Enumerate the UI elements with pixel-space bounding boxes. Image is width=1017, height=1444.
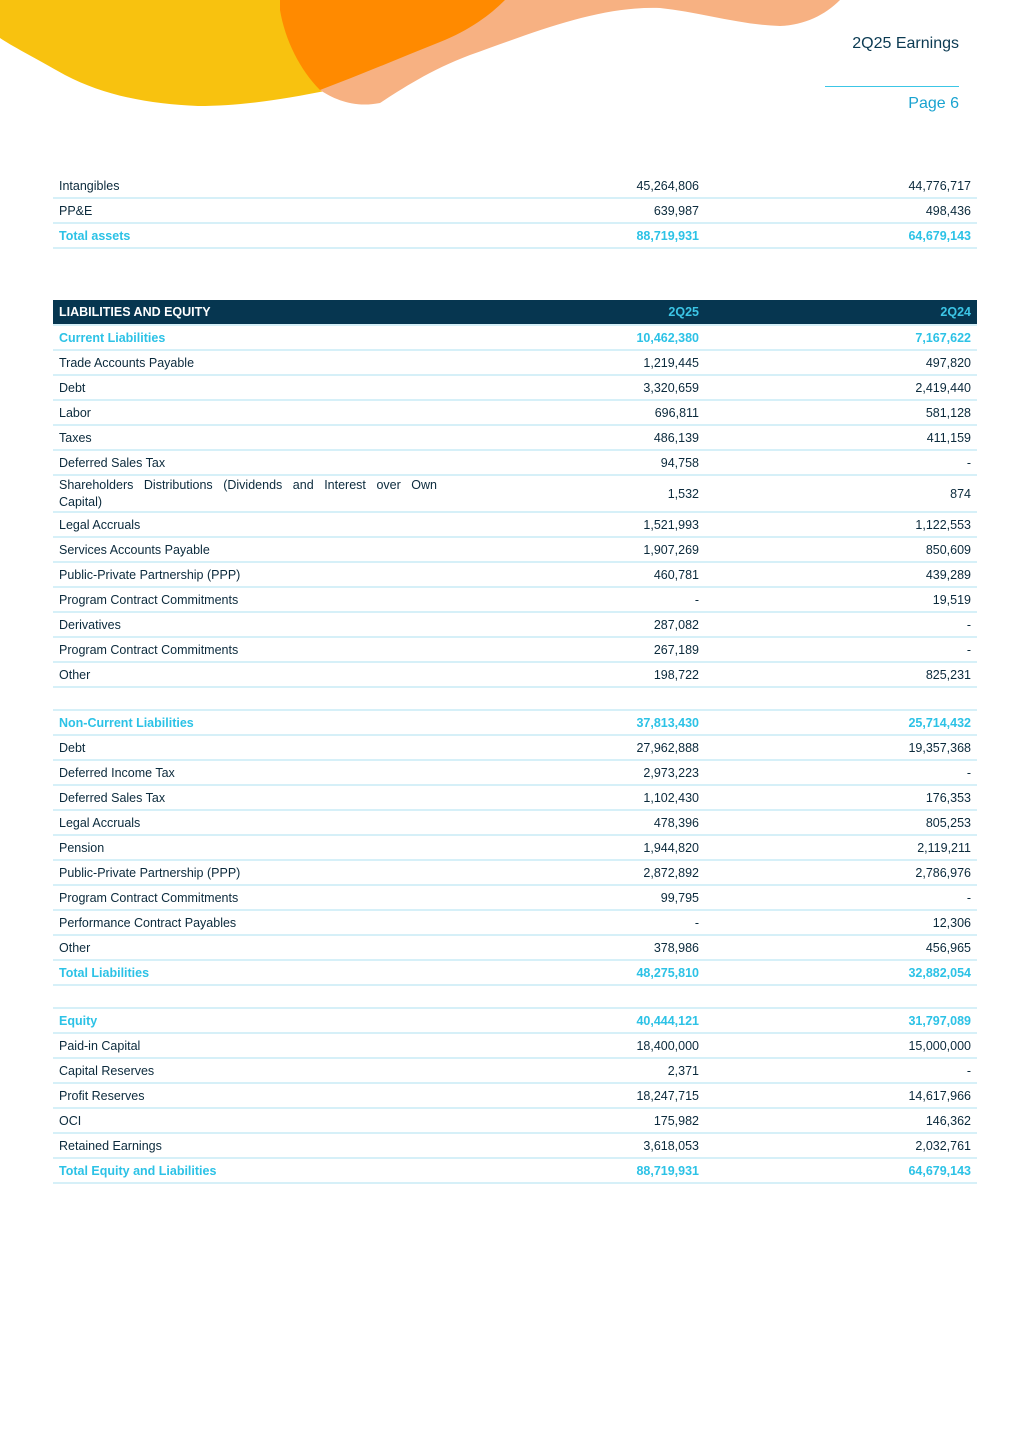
value-2q25: 37,813,430 <box>443 710 705 735</box>
spacer-row <box>53 985 977 1008</box>
value-2q25: - <box>443 587 705 612</box>
value-2q24: 19,519 <box>705 587 977 612</box>
value-2q24: 7,167,622 <box>705 325 977 350</box>
value-2q24: 411,159 <box>705 425 977 450</box>
row-label: Deferred Income Tax <box>53 760 443 785</box>
row-label: Legal Accruals <box>53 512 443 537</box>
spacer-cell <box>53 985 977 1008</box>
table-row <box>53 662 977 687</box>
value-2q25: 1,907,269 <box>443 537 705 562</box>
header-2q24: 2Q24 <box>705 300 977 325</box>
table-row <box>53 537 977 562</box>
liabilities-equity-table <box>53 300 977 1184</box>
table-row <box>53 475 977 512</box>
table-row <box>53 1058 977 1083</box>
value-2q25: 175,982 <box>443 1108 705 1133</box>
decorative-header-shapes <box>0 0 1017 140</box>
value-2q25: 10,462,380 <box>443 325 705 350</box>
value-2q24: 2,032,761 <box>705 1133 977 1158</box>
row-label: Other <box>53 662 443 687</box>
table-row <box>53 810 977 835</box>
value-2q24: 581,128 <box>705 400 977 425</box>
table-row <box>53 400 977 425</box>
table-row <box>53 1108 977 1133</box>
page-number: Page 6 <box>908 95 959 112</box>
value-2q24: 64,679,143 <box>705 1158 977 1183</box>
value-2q25: 18,400,000 <box>443 1033 705 1058</box>
value-2q24: 25,714,432 <box>705 710 977 735</box>
table-row <box>53 1033 977 1058</box>
value-2q25: 696,811 <box>443 400 705 425</box>
value-2q24: 439,289 <box>705 562 977 587</box>
row-label: Retained Earnings <box>53 1133 443 1158</box>
row-label: Pension <box>53 835 443 860</box>
row-label: Program Contract Commitments <box>53 885 443 910</box>
header-divider <box>825 86 959 87</box>
value-2q24: 2,119,211 <box>705 835 977 860</box>
total-row <box>53 223 977 248</box>
value-2q25: 1,532 <box>443 475 705 512</box>
value-2q24: - <box>705 1058 977 1083</box>
value-2q25: 287,082 <box>443 612 705 637</box>
total-row <box>53 1158 977 1183</box>
value-2q24: 456,965 <box>705 935 977 960</box>
row-label: Profit Reserves <box>53 1083 443 1108</box>
value-2q24: 19,357,368 <box>705 735 977 760</box>
spacer-row <box>53 687 977 710</box>
value-2q24: 176,353 <box>705 785 977 810</box>
value-2q24: - <box>705 450 977 475</box>
table-row <box>53 450 977 475</box>
table-row <box>53 835 977 860</box>
row-label: Intangibles <box>53 174 443 198</box>
value-2q25: 2,371 <box>443 1058 705 1083</box>
value-2q25: 486,139 <box>443 425 705 450</box>
row-label: Public-Private Partnership (PPP) <box>53 860 443 885</box>
row-label: Performance Contract Payables <box>53 910 443 935</box>
table-row <box>53 885 977 910</box>
row-label: Capital Reserves <box>53 1058 443 1083</box>
value-2q25: 2,872,892 <box>443 860 705 885</box>
row-label: Current Liabilities <box>53 325 443 350</box>
value-2q24: 31,797,089 <box>705 1008 977 1033</box>
value-2q25: 460,781 <box>443 562 705 587</box>
value-2q25: 3,320,659 <box>443 375 705 400</box>
table-row <box>53 174 977 198</box>
value-2q25: 94,758 <box>443 450 705 475</box>
value-2q24: - <box>705 885 977 910</box>
value-2q24: 15,000,000 <box>705 1033 977 1058</box>
row-label: Legal Accruals <box>53 810 443 835</box>
row-label: Shareholders Distributions (Dividends and Interest over Own Capital) <box>53 475 443 512</box>
table-row <box>53 350 977 375</box>
value-2q24: 64,679,143 <box>705 223 977 248</box>
value-2q24: 805,253 <box>705 810 977 835</box>
row-label: Labor <box>53 400 443 425</box>
value-2q24: 498,436 <box>705 198 977 223</box>
row-label: Deferred Sales Tax <box>53 785 443 810</box>
table-row <box>53 425 977 450</box>
row-label: Program Contract Commitments <box>53 587 443 612</box>
total-row <box>53 960 977 985</box>
row-label: Paid-in Capital <box>53 1033 443 1058</box>
value-2q24: - <box>705 637 977 662</box>
value-2q25: 40,444,121 <box>443 1008 705 1033</box>
table-row <box>53 375 977 400</box>
value-2q24: - <box>705 612 977 637</box>
value-2q25: 378,986 <box>443 935 705 960</box>
assets-table <box>53 174 977 249</box>
row-label: OCI <box>53 1108 443 1133</box>
value-2q24: 1,122,553 <box>705 512 977 537</box>
value-2q25: 48,275,810 <box>443 960 705 985</box>
table-row <box>53 935 977 960</box>
table-row <box>53 735 977 760</box>
value-2q24: 146,362 <box>705 1108 977 1133</box>
row-label: Debt <box>53 735 443 760</box>
value-2q25: 1,944,820 <box>443 835 705 860</box>
row-label: Debt <box>53 375 443 400</box>
value-2q25: 1,219,445 <box>443 350 705 375</box>
value-2q25: 1,102,430 <box>443 785 705 810</box>
row-label: Deferred Sales Tax <box>53 450 443 475</box>
value-2q24: 2,419,440 <box>705 375 977 400</box>
value-2q25: 1,521,993 <box>443 512 705 537</box>
value-2q25: 639,987 <box>443 198 705 223</box>
table-row <box>53 760 977 785</box>
value-2q24: 874 <box>705 475 977 512</box>
value-2q25: 3,618,053 <box>443 1133 705 1158</box>
value-2q25: 2,973,223 <box>443 760 705 785</box>
table-row <box>53 587 977 612</box>
value-2q25: 99,795 <box>443 885 705 910</box>
spacer-cell <box>53 687 977 710</box>
table-row <box>53 612 977 637</box>
table-row <box>53 198 977 223</box>
row-label: Total Equity and Liabilities <box>53 1158 443 1183</box>
value-2q25: 88,719,931 <box>443 1158 705 1183</box>
value-2q25: 27,962,888 <box>443 735 705 760</box>
value-2q24: - <box>705 760 977 785</box>
value-2q25: 88,719,931 <box>443 223 705 248</box>
row-label: Non-Current Liabilities <box>53 710 443 735</box>
row-label: Other <box>53 935 443 960</box>
row-label: Derivatives <box>53 612 443 637</box>
row-label: Trade Accounts Payable <box>53 350 443 375</box>
row-label: Total assets <box>53 223 443 248</box>
total-row <box>53 1008 977 1033</box>
value-2q24: 2,786,976 <box>705 860 977 885</box>
row-label: Equity <box>53 1008 443 1033</box>
value-2q24: 32,882,054 <box>705 960 977 985</box>
row-label: Public-Private Partnership (PPP) <box>53 562 443 587</box>
value-2q24: 14,617,966 <box>705 1083 977 1108</box>
report-title: 2Q25 Earnings <box>852 35 959 52</box>
table-row <box>53 860 977 885</box>
value-2q24: 497,820 <box>705 350 977 375</box>
value-2q25: 198,722 <box>443 662 705 687</box>
table-row <box>53 637 977 662</box>
value-2q25: 18,247,715 <box>443 1083 705 1108</box>
value-2q24: 825,231 <box>705 662 977 687</box>
table-row <box>53 512 977 537</box>
value-2q24: 850,609 <box>705 537 977 562</box>
table-row <box>53 1083 977 1108</box>
row-label: PP&E <box>53 198 443 223</box>
value-2q25: 478,396 <box>443 810 705 835</box>
value-2q24: 44,776,717 <box>705 174 977 198</box>
row-label: Total Liabilities <box>53 960 443 985</box>
header-2q25: 2Q25 <box>443 300 705 325</box>
total-row <box>53 710 977 735</box>
yellow-blob <box>0 0 330 106</box>
value-2q25: 267,189 <box>443 637 705 662</box>
row-label: Services Accounts Payable <box>53 537 443 562</box>
header-label: LIABILITIES AND EQUITY <box>53 300 443 325</box>
table-row <box>53 910 977 935</box>
table-row <box>53 1133 977 1158</box>
table-row <box>53 785 977 810</box>
row-label: Program Contract Commitments <box>53 637 443 662</box>
value-2q24: 12,306 <box>705 910 977 935</box>
table-row <box>53 562 977 587</box>
table-header-row <box>53 300 977 325</box>
value-2q25: - <box>443 910 705 935</box>
row-label: Taxes <box>53 425 443 450</box>
value-2q25: 45,264,806 <box>443 174 705 198</box>
total-row <box>53 325 977 350</box>
